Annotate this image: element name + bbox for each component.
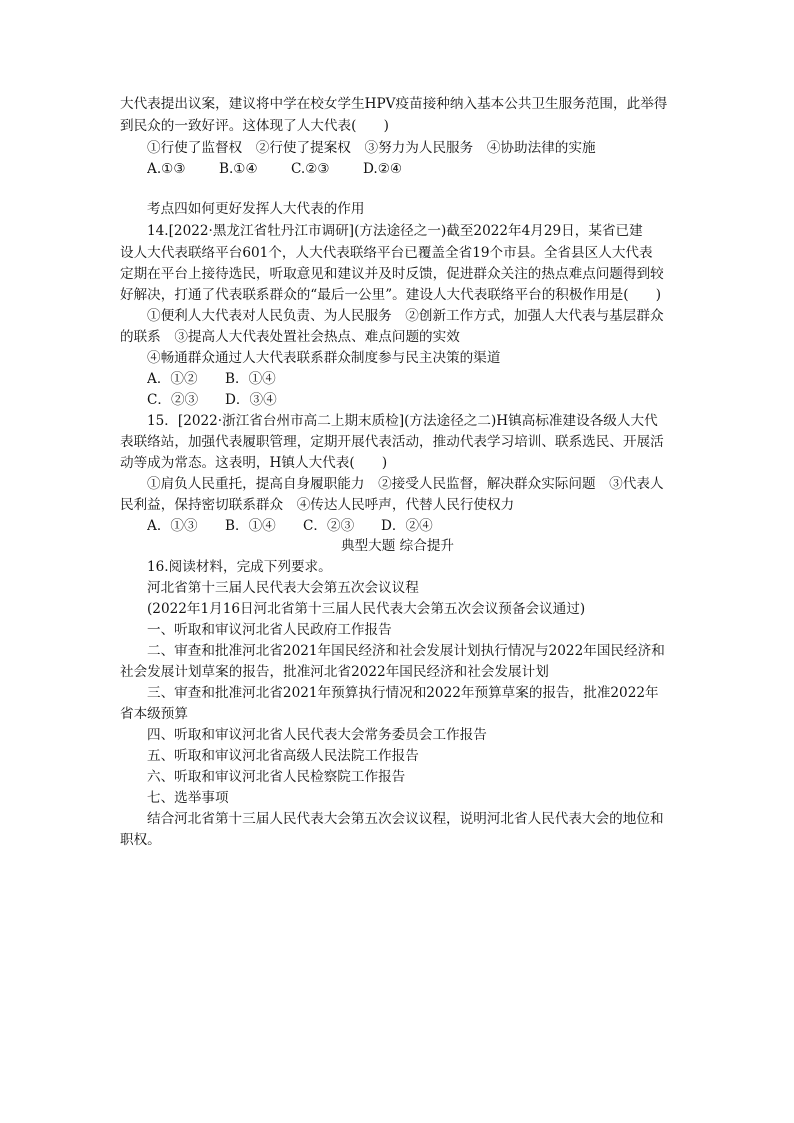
agenda-title: 河北省第十三届人民代表大会第五次会议议程	[147, 580, 419, 596]
q15-options	[147, 516, 675, 537]
option-b: B.①④	[219, 161, 258, 177]
agenda-item-2b: 社会发展计划草案的报告，批准河北省2022年国民经济和社会发展计划	[120, 664, 549, 680]
q15-statement-1: ①肩负人民重托，提高自身履职能力 ②接受人民监督，解决群众实际问题 ③代表人	[147, 476, 664, 492]
q15-line-2: 表联络站，加强代表履职管理，定期开展代表活动，推动代表学习培训、联系选民、开展活	[120, 434, 664, 450]
option-a: A．①②	[147, 371, 198, 387]
q16-task-line-1: 结合河北省第十三届人民代表大会第五次会议议程，说明河北省人民代表大会的地位和	[147, 811, 664, 827]
agenda-item-7: 七、选举事项	[147, 790, 229, 806]
q16-task-line-2: 职权。	[120, 832, 161, 848]
option-c: C.②③	[291, 161, 330, 177]
agenda-item-1: 一、听取和审议河北省人民政府工作报告	[147, 622, 392, 638]
agenda-item-5: 五、听取和审议河北省高级人民法院工作报告	[147, 748, 419, 764]
option-a: A.①③	[147, 161, 186, 177]
q14-options-row-2	[147, 390, 675, 411]
agenda-item-6: 六、听取和审议河北省人民检察院工作报告	[147, 769, 406, 785]
q14-statement-3: ④畅通群众通过人大代表联系群众制度参与民主决策的渠道	[147, 350, 501, 366]
q15-line-1: 15．[2022·浙江省台州市高二上期末质检](方法途径之二)H镇高标准建设各级人大代	[147, 413, 658, 429]
q14-line-2: 设人大代表联络平台601个，人大代表联络平台已覆盖全省19个市县。全省县区人大代表	[120, 245, 653, 261]
agenda-subtitle: (2022年1月16日河北省第十三届人民代表大会第五次会议预备会议通过)	[147, 601, 586, 617]
q15-line-3: 动等成为常态。这表明，H镇人大代表( )	[120, 455, 388, 471]
intro-statements: ①行使了监督权 ②行使了提案权 ③努力为人民服务 ④协助法律的实施	[147, 140, 596, 156]
option-c: C．②③	[147, 392, 199, 408]
q15-statement-2: 民利益，保持密切联系群众 ④传达人民呼声，代替人民行使权力	[120, 497, 515, 513]
q14-statement-2: 的联系 ③提高人大代表处置社会热点、难点问题的实效	[120, 329, 460, 345]
option-b: B．①④	[225, 371, 276, 387]
q14-statement-1: ①便利人大代表对人民负责、为人民服务 ②创新工作方式，加强人大代表与基层群众	[147, 308, 664, 324]
q14-line-1: 14.[2022·黑龙江省牡丹江市调研](方法途径之一)截至2022年4月29日，某省已建	[147, 223, 643, 239]
section-title-4: 考点四如何更好发挥人大代表的作用	[147, 201, 365, 217]
agenda-item-3a: 三、审查和批准河北省2021年预算执行情况和2022年预算草案的报告，批准2022年	[147, 685, 659, 701]
intro-options	[147, 159, 675, 180]
q14-options-row-1	[147, 369, 675, 390]
q16-prompt: 16.阅读材料，完成下列要求。	[147, 559, 332, 575]
agenda-item-4: 四、听取和审议河北省人民代表大会常务委员会工作报告	[147, 727, 487, 743]
option-a: A．①③	[147, 518, 198, 534]
option-b: B．①④	[225, 518, 276, 534]
q14-line-3: 定期在平台上接待选民，听取意见和建议并及时反馈，促进群众关注的热点难点问题得到较	[120, 266, 664, 282]
q14-line-4: 好解决，打通了代表联系群众的“最后一公里”。建设人大代表联络平台的积极作用是( )	[120, 287, 662, 303]
option-d: D．③④	[225, 392, 277, 408]
intro-line-2: 到民众的一致好评。这体现了人大代表( )	[120, 118, 389, 134]
section-title-big: 典型大题 综合提升	[340, 538, 455, 554]
intro-line-1: 大代表提出议案，建议将中学在校女学生HPV疫苗接种纳入基本公共卫生服务范围，此举得	[120, 96, 668, 112]
agenda-item-2a: 二、审查和批准河北省2021年国民经济和社会发展计划执行情况与2022年国民经济和	[147, 643, 665, 659]
option-d: D．②④	[381, 518, 433, 534]
option-c: C．②③	[303, 518, 355, 534]
option-d: D.②④	[363, 161, 403, 177]
agenda-item-3b: 省本级预算	[120, 706, 188, 722]
